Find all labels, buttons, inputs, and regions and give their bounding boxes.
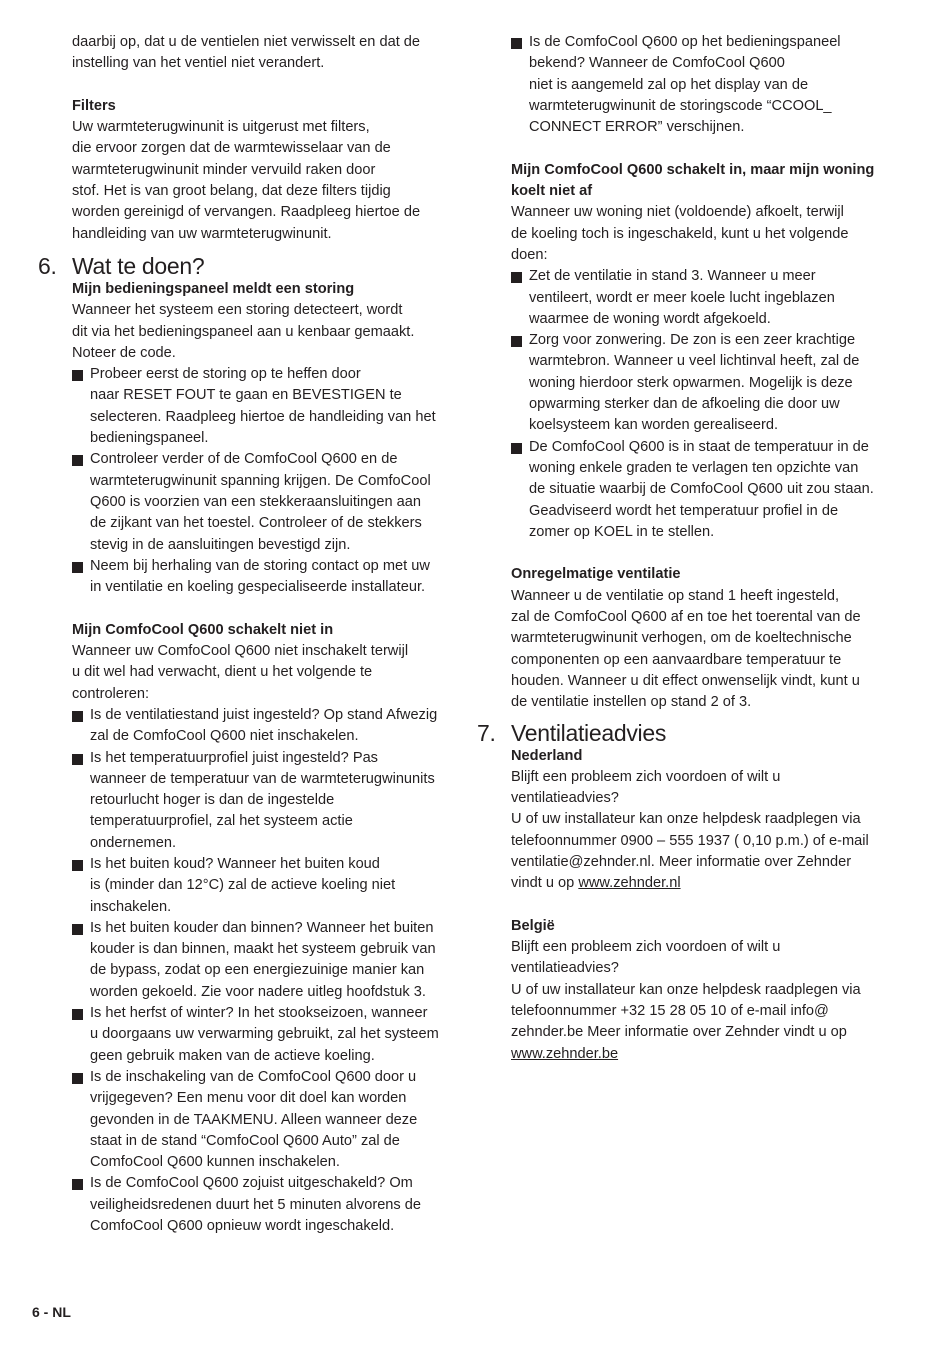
niet-in-list — [72, 705, 452, 1237]
section-6-title: Wat te doen? — [72, 252, 205, 279]
section-6-heading — [38, 252, 452, 279]
list-item: Is de ventilatiestand juist ingesteld? Op stand Afwezig zal de ComfoCool Q600 niet inschakelen. — [72, 705, 452, 748]
filters-paragraph: Uw warmteterugwinunit is uitgerust met filters, die ervoor zorgen dat de warmtewisselaar van de warmteterugwinunit minder vervuild raken door stof. Het is van groot belang, dat deze filters tijdig worden gereinigd of vervangen. Raadpleeg hiertoe de handleiding van uw warmteterugwinunit. — [72, 119, 421, 242]
storing-heading: Mijn bedieningspaneel meldt een storing — [72, 280, 355, 297]
section-7-title: Ventilatieadvies — [511, 719, 667, 746]
list-item: Is het buiten koud? Wanneer het buiten koud is (minder dan 12°C) zal de actieve koeling niet inschakelen. — [72, 854, 452, 918]
onregel-heading: Onregelmatige ventilatie — [511, 566, 681, 583]
filters-heading: Filters — [72, 97, 116, 114]
list-item: Is de ComfoCool Q600 zojuist uitgeschakeld? Om veiligheidsredenen duurt het 5 minuten alvorens de ComfoCool Q600 opnieuw wordt ingeschakeld. — [72, 1173, 452, 1237]
storing-list — [72, 364, 452, 598]
niet-af-heading: Mijn ComfoCool Q600 schakelt in, maar mijn woning koelt niet af — [511, 161, 875, 200]
list-item: Controleer verder of de ComfoCool Q600 en de warmteterugwinunit spanning krijgen. De ComfoCool Q600 is voorzien van een stekkeraansluitingen aan de zijkant van het toestel. Controleer of de stekkers stevig in de aansluitingen bevestigd zijn. — [72, 449, 452, 555]
intro-paragraph: daarbij op, dat u de ventielen niet verwisselt en dat de instelling van het ventiel niet verandert. — [72, 34, 421, 72]
list-item: Neem bij herhaling van de storing contact op met uw in ventilatie en koeling gespecialiseerde installateur. — [72, 556, 452, 599]
right-column — [477, 32, 896, 1065]
list-item: Zorg voor zonwering. De zon is een zeer krachtige warmtebron. Wanneer u veel lichtinval heeft, zal de woning hierdoor sterk opwarmen. Mogelijk is deze opwarming sterker dan de afkoeling die door uw koelsysteem kan worden gerealiseerd. — [511, 330, 896, 436]
section-7-number: 7. — [477, 719, 496, 746]
list-item: Is het buiten kouder dan binnen? Wanneer het buiten kouder is dan binnen, maakt het systeem gebruik van de bypass, zodat op een energiezuinige manier kan worden gekoeld. Zie voor nadere uitleg hoofdstuk 3. — [72, 918, 452, 1003]
list-item: Is het herfst of winter? In het stookseizoen, wanneer u doorgaans uw verwarming gebruikt, zal het systeem geen gebruik maken van de actieve koeling. — [72, 1003, 452, 1067]
page-number: 6 - NL — [32, 1304, 71, 1320]
section-7-heading — [477, 719, 896, 746]
list-item: Is de inschakeling van de ComfoCool Q600 door u vrijgegeven? Een menu voor dit doel kan worden gevonden in de TAAKMENU. Alleen wanneer deze staat in de stand “ComfoCool Q600 Auto” zal de ComfoCool Q600 kunnen inschakelen. — [72, 1067, 452, 1173]
be-paragraph: Blijft een probleem zich voordoen of wilt u ventilatieadvies? U of uw installateur kan onze helpdesk raadplegen via telefoonnummer +32 15 28 05 10 of e-mail info@ zehnder.be Meer informatie over Zehnder vindt u op — [511, 939, 861, 1041]
onregel-paragraph: Wanneer u de ventilatie op stand 1 heeft ingesteld, zal de ComfoCool Q600 af en toe het toerental van de warmteterugwinunit verhogen, om de koeltechnische componenten op een aanvaardbare temperatuur te houden. Wanneer u dit effect onwenselijk vindt, kunt u de ventilatie instellen op stand 2 of 3. — [511, 587, 861, 711]
zehnder-nl-link[interactable]: www.zehnder.nl — [578, 875, 681, 892]
nl-paragraph: Blijft een probleem zich voordoen of wilt u ventilatieadvies? U of uw installateur kan onze helpdesk raadplegen via telefoonnummer 0900 – 555 1937 ( 0,10 p.m.) of e-mail ventilatie@zehnder.nl. Meer informatie over Zehnder — [511, 768, 869, 870]
top-list — [511, 32, 896, 138]
nl-heading: Nederland — [511, 747, 583, 764]
list-item: Probeer eerst de storing op te heffen door naar RESET FOUT te gaan en BEVESTIGEN te selecteren. Raadpleeg hiertoe de handleiding van het bedieningspaneel. — [72, 364, 452, 449]
niet-in-paragraph: Wanneer uw ComfoCool Q600 niet inschakelt terwijl u dit wel had verwacht, dient u het volgende te controleren: — [72, 643, 409, 702]
nl-link-line — [511, 873, 896, 894]
be-heading: België — [511, 917, 555, 934]
section-6-number: 6. — [38, 252, 57, 279]
niet-af-paragraph: Wanneer uw woning niet (voldoende) afkoelt, terwijl de koeling toch is ingeschakeld, kunt u het volgende doen: — [511, 204, 849, 263]
be-link-line — [511, 1044, 896, 1065]
list-item: Is het temperatuurprofiel juist ingesteld? Pas wanneer de temperatuur van de warmteterugwinunits retourlucht hoger is dan de ingestelde temperatuurprofiel, zal het systeem actie ondernemen. — [72, 748, 452, 854]
list-item: De ComfoCool Q600 is in staat de temperatuur in de woning enkele graden te verlagen ten opzichte van de situatie waarbij de ComfoCool Q600 uit zou staan. Geadviseerd wordt het temperatuur profiel in de zomer op KOEL in te stellen. — [511, 437, 896, 543]
nl-link-prefix: vindt u op — [511, 875, 579, 892]
left-column — [38, 32, 452, 1237]
list-item: Zet de ventilatie in stand 3. Wanneer u meer ventileert, wordt er meer koele lucht ingeblazen waarmee de woning wordt afgekoeld. — [511, 266, 896, 330]
list-item: Is de ComfoCool Q600 op het bedieningspaneel bekend? Wanneer de ComfoCool Q600 niet is aangemeld zal op het display van de warmteterugwinunit de storingscode “CCOOL_ CONNECT ERROR” verschijnen. — [511, 32, 896, 138]
niet-af-list — [511, 266, 896, 543]
zehnder-be-link[interactable]: www.zehnder.be — [511, 1045, 619, 1062]
storing-paragraph: Wanneer het systeem een storing detecteert, wordt dit via het bedieningspaneel aan u kenbaar gemaakt. Noteer de code. — [72, 302, 415, 361]
niet-in-heading: Mijn ComfoCool Q600 schakelt niet in — [72, 621, 334, 638]
